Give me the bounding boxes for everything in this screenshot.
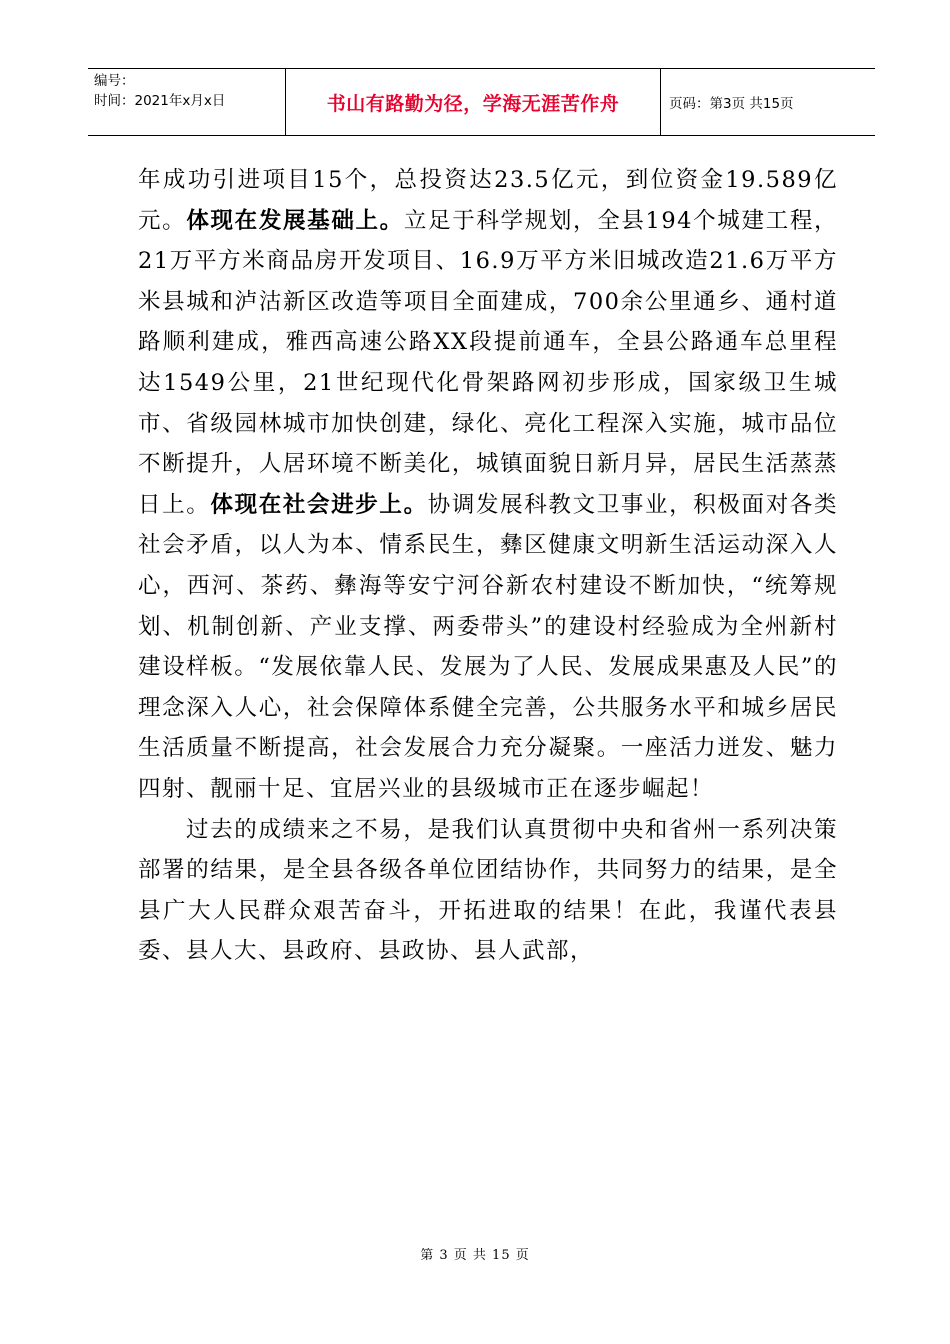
header-page-number: 页码：第3页 共15页	[669, 96, 794, 112]
paragraph-text: 年成功引进项目15个，总投资达23.5亿元，到位资金19.589亿元。	[138, 167, 838, 234]
document-number-label: 编号：	[94, 73, 135, 89]
paragraph-text: 立足于科学规划，全县194个城建工程，21万平方米商品房开发项目、16.9万平方米旧城改造21.6万平方米县城和泸沽新区改造等项目全面建成，700余公里通乡、通村道路顺利建成，雅西高速公路XX段提前通车，全县公路通车总里程达1549公里，21世纪现代化骨架路网初步形成，国家级卫生城市、省级园林城市加快创建，绿化、亮化工程深入实施，城市品位不断提升，人居环境不断美化，城镇面貌日新月异，居民生活蒸蒸日上。	[138, 207, 838, 518]
bold-heading-development-foundation: 体现在发展基础上。	[186, 207, 404, 234]
paragraph-2: 过去的成绩来之不易，是我们认真贯彻中央和省州一系列决策部署的结果，是全县各级各单位团结协作，共同努力的结果，是全县广大人民群众艰苦奋斗，开拓进取的结果！在此，我谨代表县委、县人大、县政府、县政协、县人武部，	[138, 816, 838, 965]
paragraph-1	[138, 160, 838, 810]
header-meta	[88, 69, 286, 135]
document-date: 时间：2021年x月x日	[94, 93, 226, 109]
paragraph-text: 协调发展科教文卫事业，积极面对各类社会矛盾，以人为本、情系民生，彝区健康文明新生活运动深入人心，西河、茶药、彝海等安宁河谷新农村建设不断加快，“统筹规划、机制创新、产业支撑、两委带头”的建设村经验成为全州新村建设样板。“发展依靠人民、发展为了人民、发展成果惠及人民”的理念深入人心，社会保障体系健全完善，公共服务水平和城乡居民生活质量不断提高，社会发展合力充分凝聚。一座活力迸发、魅力四射、靓丽十足、宜居兴业的县级城市正在逐步崛起！	[138, 491, 838, 802]
header-motto: 书山有路勤为径，学海无涯苦作舟	[286, 69, 661, 135]
bold-heading-social-progress: 体现在社会进步上。	[210, 491, 428, 518]
document-body	[138, 160, 838, 972]
page-header	[88, 68, 875, 136]
page-footer: 第 3 页 共 15 页	[420, 1248, 530, 1263]
